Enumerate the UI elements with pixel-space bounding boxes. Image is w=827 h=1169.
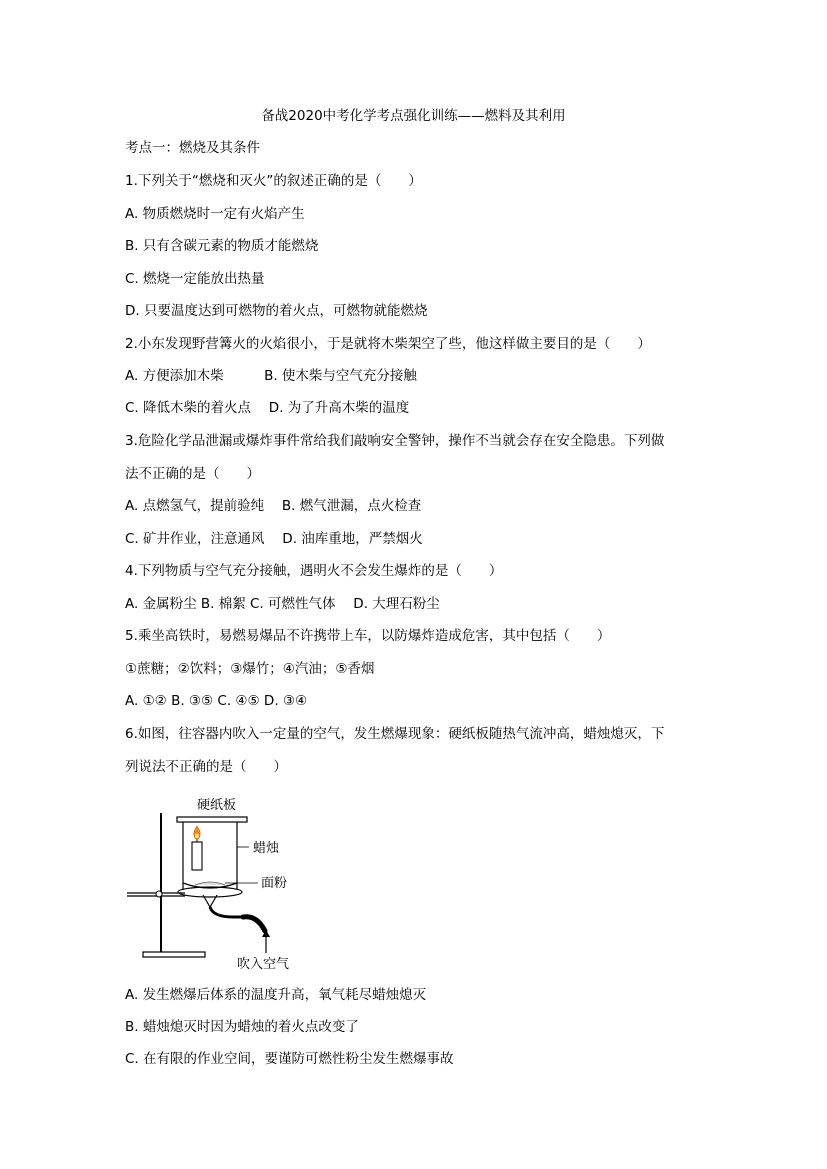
question-3-options-ab: A. 点燃氢气，提前验纯 B. 燃气泄漏，点火检查 (125, 498, 422, 514)
question-4-options: A. 金属粉尘 B. 棉絮 C. 可燃性气体 D. 大理石粉尘 (125, 596, 440, 612)
question-1-option-a: A. 物质燃烧时一定有火焰产生 (125, 206, 305, 222)
flour-pile (195, 882, 225, 885)
label-candle: 蜡烛 (253, 841, 280, 856)
page-title: 备战2020中考化学考点强化训练——燃料及其利用 (261, 108, 566, 124)
dust-explosion-diagram (125, 795, 325, 970)
question-3-options-cd: C. 矿井作业，注意通风 D. 油库重地，严禁烟火 (125, 531, 423, 547)
stand-base (143, 952, 205, 957)
section-heading: 考点一：燃烧及其条件 (125, 140, 260, 156)
label-blow-air: 吹入空气 (237, 957, 290, 970)
question-5-options: A. ①② B. ③⑤ C. ④⑤ D. ③④ (125, 693, 308, 709)
label-flour: 面粉 (261, 876, 288, 891)
question-1-option-c: C. 燃烧一定能放出热量 (125, 271, 265, 287)
cardboard-lid (177, 817, 247, 822)
question-6-stem-cont: 列说法不正确的是（ ） (125, 759, 287, 775)
question-1-stem: 1.下列关于“燃烧和灭火”的叙述正确的是（ ） (125, 173, 422, 189)
question-6-option-c: C. 在有限的作业空间，要谨防可燃性粉尘发生燃爆事故 (125, 1051, 454, 1067)
apparatus-svg (125, 795, 325, 970)
question-6-option-a: A. 发生燃爆后体系的温度升高，氧气耗尽蜡烛熄灭 (125, 987, 427, 1003)
question-5-stem: 5.乘坐高铁时，易燃易爆品不许携带上车，以防爆炸造成危害，其中包括（ ） (125, 628, 611, 644)
rubber-hose (243, 917, 265, 931)
question-1-option-d: D. 只要温度达到可燃物的着火点，可燃物就能燃烧 (125, 303, 428, 319)
question-2-stem: 2.小东发现野营篝火的火焰很小，于是就将木柴架空了些，他这样做主要目的是（ ） (125, 336, 651, 352)
question-3-stem-cont: 法不正确的是（ ） (125, 466, 260, 482)
air-tube (210, 907, 243, 917)
question-2-options-ab: A. 方便添加木柴 B. 使木柴与空气充分接触 (125, 368, 417, 384)
question-6-option-b: B. 蜡烛熄灭时因为蜡烛的着火点改变了 (125, 1019, 359, 1035)
question-1-option-b: B. 只有含碳元素的物质才能燃烧 (125, 238, 319, 254)
question-5-items: ①蔗糖；②饮料；③爆竹；④汽油；⑤香烟 (125, 661, 375, 677)
question-3-stem: 3.危险化学品泄漏或爆炸事件常给我们敲响安全警钟，操作不当就会存在安全隐患。下列做 (125, 433, 665, 449)
clamp-knob (156, 891, 162, 897)
question-6-stem: 6.如图，往容器内吹入一定量的空气，发生燃爆现象：硬纸板随热气流冲高，蜡烛熄灭，下 (125, 726, 665, 742)
label-cardboard: 硬纸板 (197, 798, 237, 813)
question-4-stem: 4.下列物质与空气充分接触，遇明火不会发生爆炸的是（ ） (125, 563, 503, 579)
question-2-options-cd: C. 降低木柴的着火点 D. 为了升高木柴的温度 (125, 400, 410, 416)
candle (192, 842, 202, 870)
